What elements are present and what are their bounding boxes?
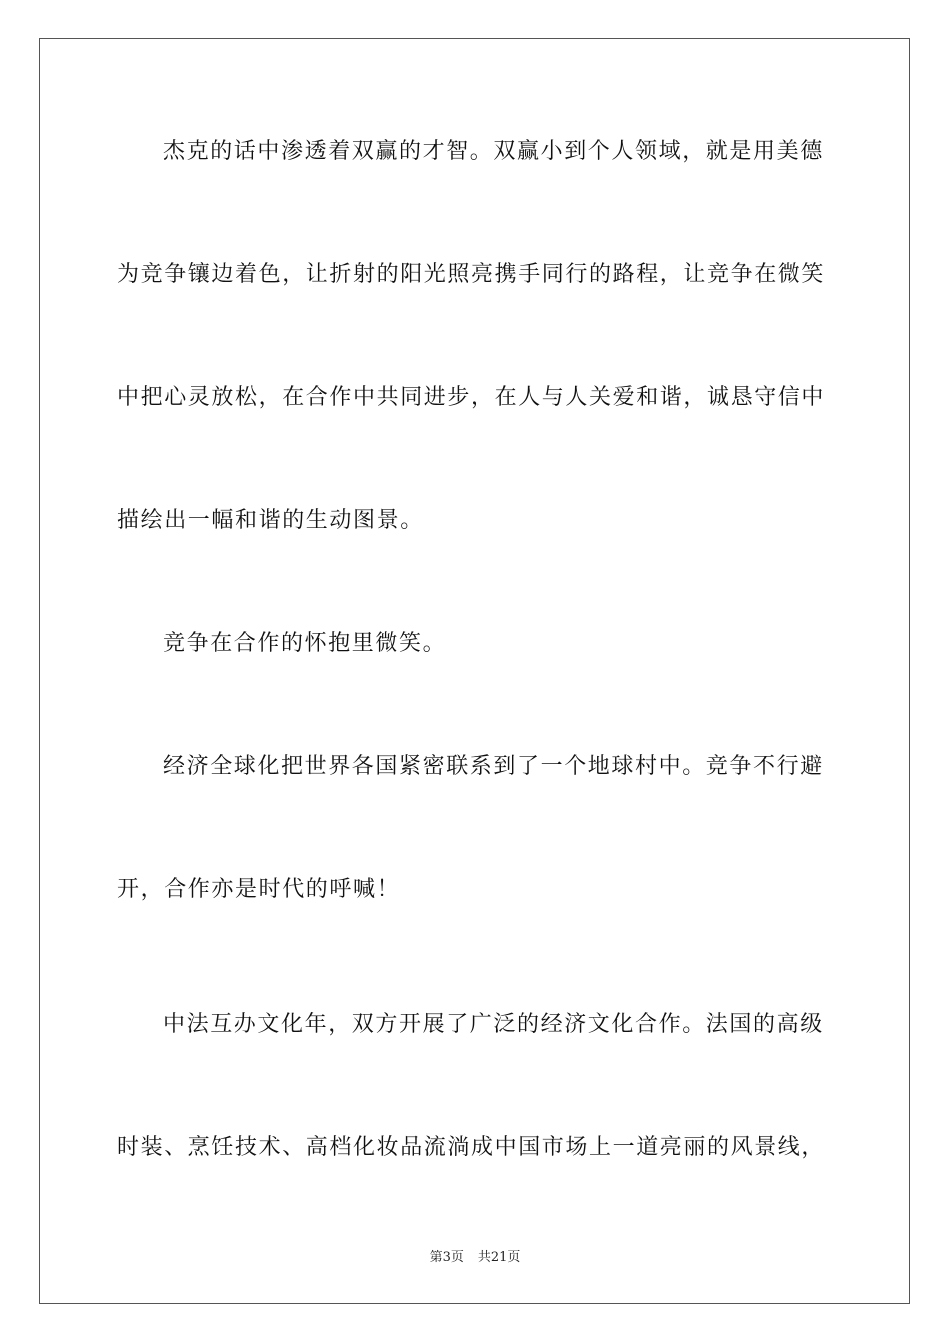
text-line: 描绘出一幅和谐的生动图景。 xyxy=(117,508,424,533)
page-frame xyxy=(39,38,910,1304)
text-line: 为竞争镶边着色，让折射的阳光照亮携手同行的路程，让竞争在微笑 xyxy=(117,262,826,287)
text-line: 杰克的话中渗透着双赢的才智。双赢小到个人领域，就是用美德 xyxy=(163,139,824,164)
text-line: 中法互办文化年，双方开展了广泛的经济文化合作。法国的高级 xyxy=(163,1012,824,1037)
page-number: 第3页 xyxy=(429,1250,464,1265)
total-pages: 共21页 xyxy=(477,1250,521,1265)
text-line: 经济全球化把世界各国紧密联系到了一个地球村中。竞争不行避 xyxy=(163,754,824,779)
page-footer xyxy=(0,1246,950,1265)
text-line: 时装、烹饪技术、高档化妆品流淌成中国市场上一道亮丽的风景线， xyxy=(117,1135,826,1160)
text-line: 竞争在合作的怀抱里微笑。 xyxy=(163,631,447,656)
text-line: 中把心灵放松，在合作中共同进步，在人与人关爱和谐，诚恳守信中 xyxy=(117,385,826,410)
text-line: 开，合作亦是时代的呼喊！ xyxy=(117,877,401,902)
